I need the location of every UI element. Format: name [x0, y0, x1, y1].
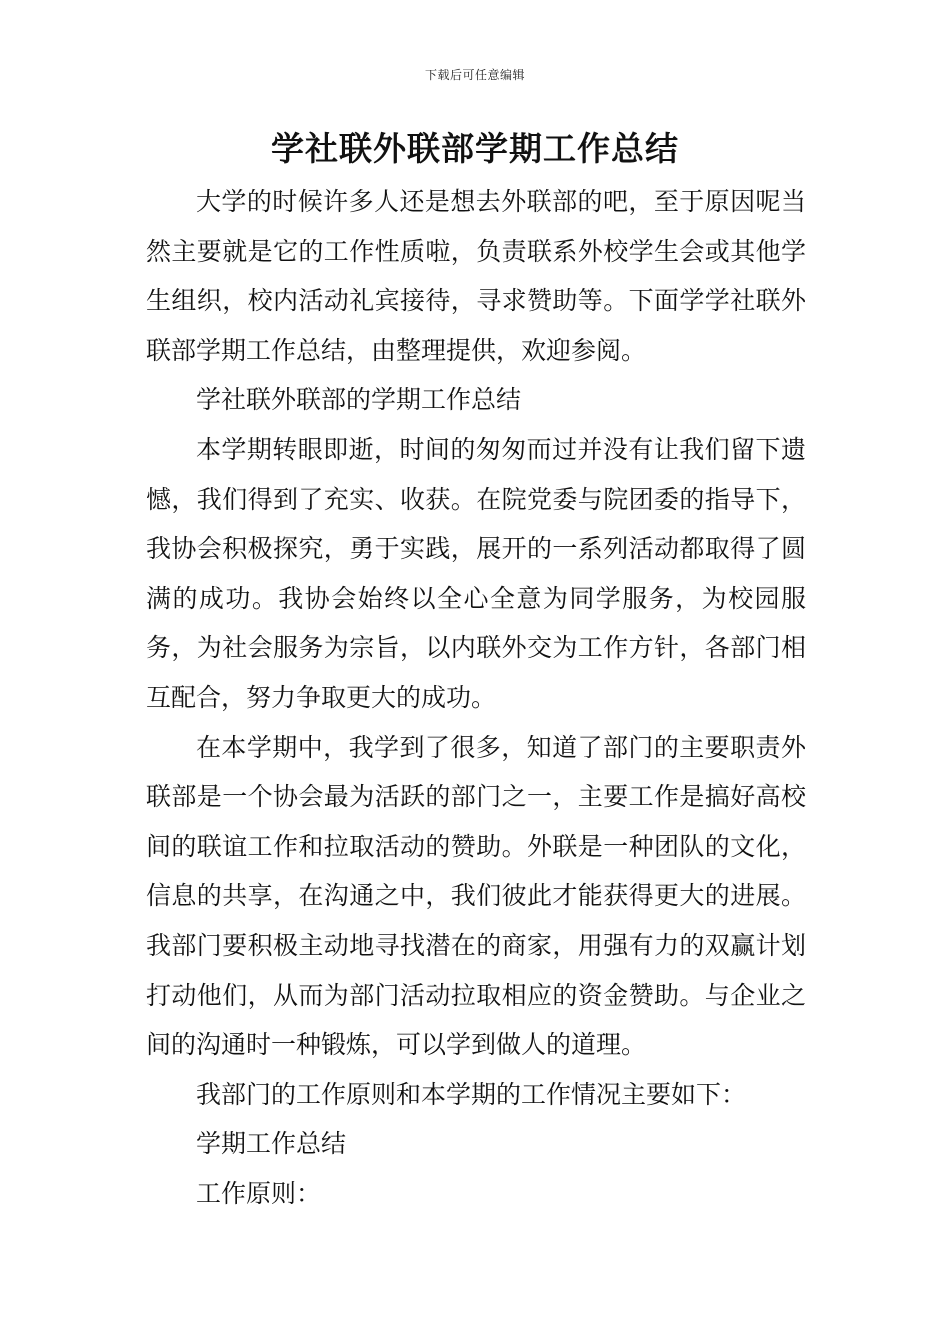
document-body: [146, 177, 806, 1218]
document-title: 学社联外联部学期工作总结: [271, 129, 679, 168]
paragraph-intro: 大学的时候许多人还是想去外联部的吧，至于原因呢当然主要就是它的工作性质啦，负责联系外校学生会或其他学生组织，校内活动礼宾接待，寻求赞助等。下面学学社联外联部学期工作总结，由整理提供，欢迎参阅。: [146, 187, 806, 365]
paragraph-principles-heading: 工作原则：: [196, 1178, 322, 1208]
paragraph-semester-review: 本学期转眼即逝，时间的匆匆而过并没有让我们留下遗憾，我们得到了充实、收获。在院党委与院团委的指导下，我协会积极探究，勇于实践，展开的一系列活动都取得了圆满的成功。我协会始终以全心全意为同学服务，为校园服务，为社会服务为宗旨，以内联外交为工作方针，各部门相互配合，努力争取更大的成功。: [146, 434, 806, 712]
paragraph-summary-heading: 学期工作总结: [196, 1129, 347, 1159]
header-note: 下载后可任意编辑: [424, 68, 525, 82]
paragraph-subtitle: 学社联外联部的学期工作总结: [196, 385, 522, 415]
paragraph-duties: 在本学期中，我学到了很多，知道了部门的主要职责外联部是一个协会最为活跃的部门之一，主要工作是搞好高校间的联谊工作和拉取活动的赞助。外联是一种团队的文化，信息的共享，在沟通之中，我们彼此才能获得更大的进展。我部门要积极主动地寻找潜在的商家，用强有力的双赢计划打动他们，从而为部门活动拉取相应的资金赞助。与企业之间的沟通时一种锻炼，可以学到做人的道理。: [146, 732, 806, 1060]
paragraph-principles-intro: 我部门的工作原则和本学期的工作情况主要如下：: [196, 1079, 747, 1109]
